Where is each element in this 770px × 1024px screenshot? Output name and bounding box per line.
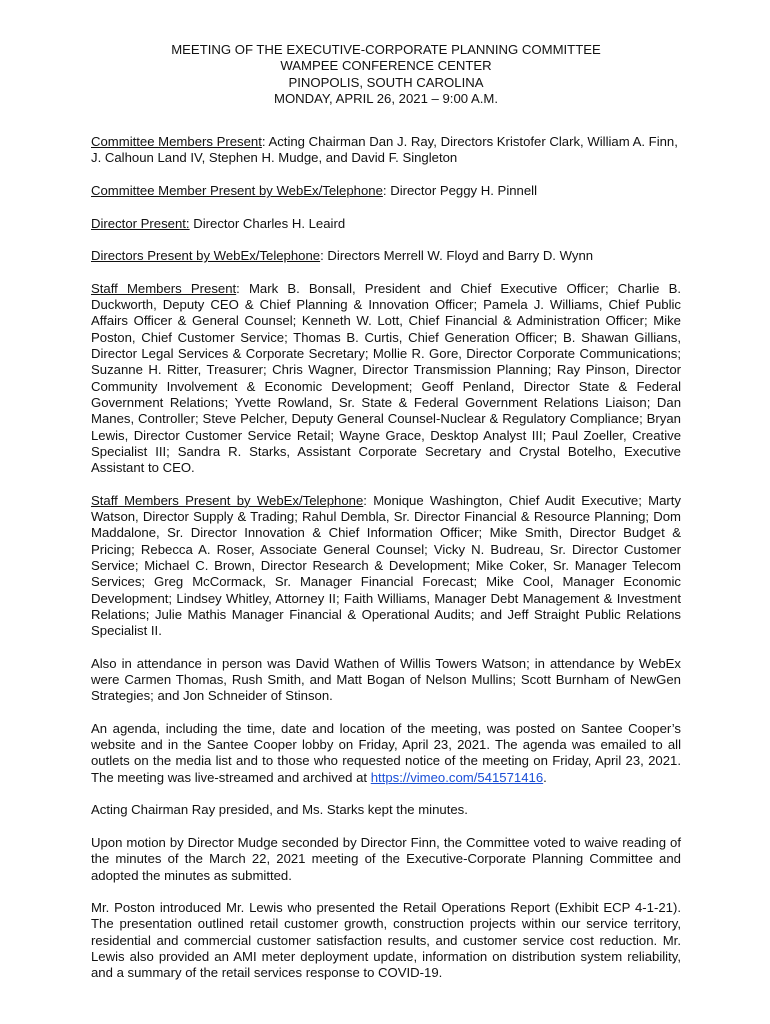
committee-member-webex-text: : Director Peggy H. Pinnell	[382, 183, 538, 199]
meeting-title: MEETING OF THE EXECUTIVE-CORPORATE PLANNING COMMITTEE	[171, 42, 601, 57]
director-present-label: Director Present:	[91, 215, 190, 231]
staff-members-label: Staff Members Present	[91, 280, 237, 296]
staff-webex-text: : Monique Washington, Chief Audit Executive; Marty Watson, Director Supply & Trading; Rahul Dembla, Sr. Director Financial & Resource Planning; Dom Maddalone, Sr. Director Innovation & Chief Information Officer; Mike Smith, Director Budget & Pricing; Rebecca A. Roser, Associate General Counsel; Vicky N. Budreau, Sr. Director Customer Service; Michael C. Brown, Director Research & Development; Mike Coker, Sr. Manager Telecom Services; Greg McCormack, Sr. Manager Financial Forecast; Mike Cool, Manager Economic Development; Lindsey Whitley, Attorney II; Faith Williams, Manager Debt Management & Investment Relations; Julie Mathis Manager Financial & Operational Audits; and Jeff Straight Public Relations Specialist II.	[91, 492, 681, 639]
retail-report-paragraph: Mr. Poston introduced Mr. Lewis who presented the Retail Operations Report (Exhibit ECP 4-1-21). The presentation outlined retail customer growth, construction projects within our service territory, residential and commercial customer satisfaction results, and customer service cost reduction. Mr. Lewis also provided an AMI meter deployment update, information on distribution system reliability, and a summary of the retail services response to COVID-19.	[91, 900, 681, 981]
staff-members-paragraph	[91, 281, 681, 477]
staff-webex-label: Staff Members Present by WebEx/Telephone	[91, 492, 364, 508]
meeting-date-time: MONDAY, APRIL 26, 2021 – 9:00 A.M.	[274, 90, 498, 106]
committee-members-text: : Acting Chairman Dan J. Ray, Directors Kristofer Clark, William A. Finn, J. Calhoun Land IV, Stephen H. Mudge, and David F. Singleton	[91, 134, 678, 166]
staff-members-text: : Mark B. Bonsall, President and Chief Executive Officer; Charlie B. Duckworth, Deputy CEO & Chief Planning & Innovation Officer; Pamela J. Williams, Chief Public Affairs Officer & General Counsel; Kenneth W. Lott, Chief Financial & Administration Officer; Mike Poston, Chief Customer Service; Thomas B. Curtis, Chief Generation Officer; B. Shawan Gillians, Director Legal Services & Corporate Secretary; Mollie R. Gore, Director Corporate Communications; Suzanne H. Ritter, Treasurer; Chris Wagner, Director Transmission Planning; Ray Pinson, Director Community Involvement & Economic Development; Geoff Penland, Director State & Federal Government Relations; Yvette Rowland, Sr. State & Federal Government Relations Liaison; Dan Manes, Controller; Steve Pelcher, Deputy General Counsel-Nuclear & Regulatory Compliance; Bryan Lewis, Director Customer Service Retail; Wayne Grace, Desktop Analyst III; Paul Zoeller, Creative Specialist III; Sandra R. Starks, Assistant Corporate Secretary and Crystal Botelho, Executive Assistant to CEO.	[91, 280, 681, 476]
meeting-header	[91, 42, 681, 107]
meeting-location: PINOPOLIS, SOUTH CAROLINA	[288, 74, 484, 90]
staff-webex-paragraph	[91, 493, 681, 640]
directors-webex-text: : Directors Merrell W. Floyd and Barry D. Wynn	[320, 248, 594, 264]
committee-member-webex-label: Committee Member Present by WebEx/Telephone	[91, 183, 383, 199]
also-attendance-paragraph: Also in attendance in person was David Wathen of Willis Towers Watson; in attendance by WebEx were Carmen Thomas, Rush Smith, and Matt Bogan of Nelson Mullins; Scott Burnham of NewGen Strategies; and Jon Schneider of Stinson.	[91, 655, 681, 704]
agenda-paragraph	[91, 721, 681, 786]
committee-members-label: Committee Members Present	[91, 134, 262, 150]
committee-member-webex-paragraph	[91, 183, 681, 199]
presided-paragraph: Acting Chairman Ray presided, and Ms. Starks kept the minutes.	[91, 802, 468, 818]
committee-members-paragraph	[91, 134, 681, 167]
directors-webex-label: Directors Present by WebEx/Telephone	[91, 248, 321, 264]
document-page	[91, 42, 681, 998]
vimeo-archive-link[interactable]: https://vimeo.com/541571416	[370, 769, 544, 785]
director-present-text: Director Charles H. Leaird	[189, 215, 346, 231]
director-present-paragraph	[91, 216, 681, 232]
motion-paragraph: Upon motion by Director Mudge seconded by Director Finn, the Committee voted to waive reading of the minutes of the March 22, 2021 meeting of the Executive-Corporate Planning Committee and adopted the minutes as submitted.	[91, 834, 681, 883]
agenda-text: An agenda, including the time, date and location of the meeting, was posted on Santee Cooper’s website and in the Santee Cooper lobby on Friday, April 23, 2021. The agenda was emailed to all outlets on the media list and to those who requested notice of the meeting on Friday, April 23, 2021. The meeting was live-streamed and archived at	[91, 720, 681, 785]
meeting-venue: WAMPEE CONFERENCE CENTER	[280, 58, 492, 74]
agenda-period: .	[543, 769, 547, 785]
directors-webex-paragraph	[91, 248, 681, 264]
